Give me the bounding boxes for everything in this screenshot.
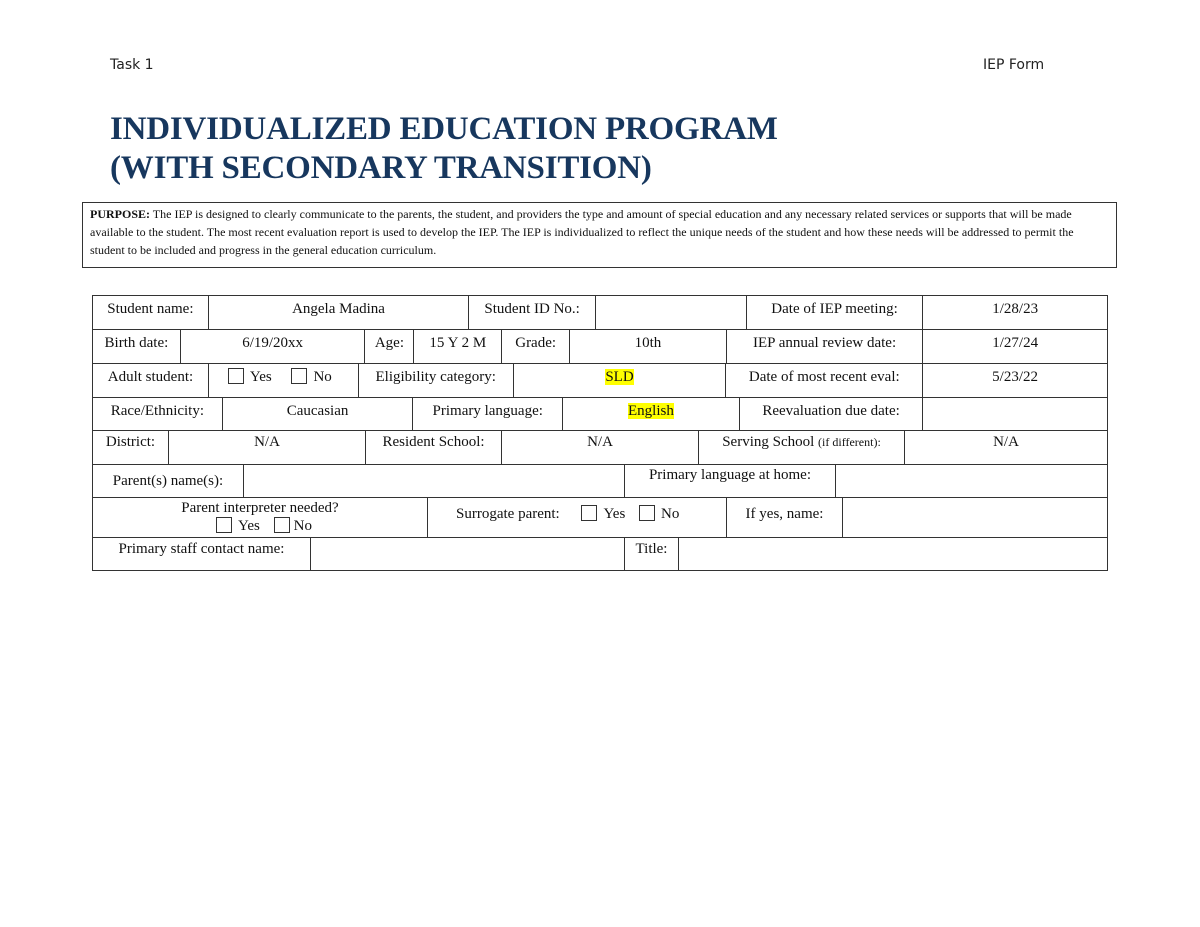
form-row-adult xyxy=(92,363,1108,397)
form-row-district xyxy=(92,430,1108,464)
annual-review-label: IEP annual review date: xyxy=(727,330,924,363)
header-right: IEP Form xyxy=(983,57,1045,73)
resident-school-label: Resident School: xyxy=(366,431,502,464)
reeval-label: Reevaluation due date: xyxy=(740,398,924,430)
student-name-label: Student name: xyxy=(93,296,209,329)
staff-contact-label: Primary staff contact name: xyxy=(93,538,311,570)
iep-meeting-label: Date of IEP meeting: xyxy=(747,296,924,329)
iep-meeting-field[interactable]: 1/28/23 xyxy=(992,301,1039,317)
serving-school-text: Serving School xyxy=(722,434,815,450)
district-label: District: xyxy=(93,431,169,464)
form-row-parents xyxy=(92,464,1108,497)
adult-student-label: Adult student: xyxy=(93,364,209,397)
recent-eval-field[interactable]: 5/23/22 xyxy=(992,369,1039,385)
eligibility-field[interactable] xyxy=(514,364,727,397)
form-row-race xyxy=(92,397,1108,430)
student-id-field[interactable] xyxy=(596,296,747,329)
interpreter-no-checkbox[interactable] xyxy=(274,517,290,533)
title-field[interactable] xyxy=(679,538,1107,570)
parent-names-label: Parent(s) name(s): xyxy=(93,465,244,497)
purpose-label: PURPOSE: xyxy=(90,207,150,221)
serving-school-note: (if different): xyxy=(818,435,881,449)
primary-language-field[interactable] xyxy=(563,398,740,430)
surrogate-no-label: No xyxy=(661,506,680,522)
form-row-interpreter xyxy=(92,497,1108,537)
age-field[interactable]: 15 Y 2 M xyxy=(414,330,502,363)
surrogate-no-checkbox[interactable] xyxy=(639,505,655,521)
race-field[interactable]: Caucasian xyxy=(223,398,414,430)
birth-date-field[interactable]: 6/19/20xx xyxy=(181,330,366,363)
surrogate-cell xyxy=(428,498,727,537)
student-name-field[interactable]: Angela Madina xyxy=(209,296,469,329)
recent-eval-label: Date of most recent eval: xyxy=(726,364,923,397)
interpreter-yes-label: Yes xyxy=(238,518,260,534)
form-row-birth xyxy=(92,329,1108,363)
district-field[interactable]: N/A xyxy=(169,431,366,464)
if-yes-field[interactable] xyxy=(843,498,1107,537)
adult-student-no-checkbox[interactable] xyxy=(291,368,307,384)
birth-date-label: Birth date: xyxy=(93,330,181,363)
form-row-staff xyxy=(92,537,1108,571)
parent-names-field[interactable] xyxy=(244,465,625,497)
annual-review-field[interactable]: 1/27/24 xyxy=(992,335,1039,351)
title-line-2: (WITH SECONDARY TRANSITION) xyxy=(110,150,652,186)
surrogate-label: Surrogate parent: xyxy=(456,506,560,522)
staff-contact-field[interactable] xyxy=(311,538,625,570)
serving-school-field[interactable]: N/A xyxy=(993,434,1019,450)
primary-language-value: English xyxy=(627,403,674,419)
header-left: Task 1 xyxy=(110,57,154,73)
student-id-label: Student ID No.: xyxy=(469,296,596,329)
form-row-student xyxy=(92,295,1108,329)
home-language-field[interactable] xyxy=(836,465,1107,497)
purpose-box xyxy=(82,202,1117,268)
purpose-text: The IEP is designed to clearly communicate to the parents, the student, and providers the type and amount of special education and any necessary related services or supports that will be made available to the student. The most recent evaluation report is used to develop the IEP. The IEP is individualized to reflect the unique needs of the student and how these needs will be addressed to permit the student to be included and progress in the general education curriculum. xyxy=(90,207,1074,257)
grade-field[interactable]: 10th xyxy=(570,330,727,363)
grade-label: Grade: xyxy=(502,330,570,363)
adult-student-no-label: No xyxy=(313,369,332,385)
eligibility-label: Eligibility category: xyxy=(359,364,514,397)
age-label: Age: xyxy=(365,330,414,363)
serving-school-label xyxy=(699,431,905,464)
if-yes-label: If yes, name: xyxy=(727,498,843,537)
adult-student-yes-label: Yes xyxy=(249,369,272,385)
interpreter-no-label: No xyxy=(293,518,312,534)
interpreter-yes-checkbox[interactable] xyxy=(216,517,232,533)
title-label: Title: xyxy=(625,538,679,570)
home-language-label: Primary language at home: xyxy=(625,465,836,497)
eligibility-value: SLD xyxy=(605,369,634,385)
interpreter-label: Parent interpreter needed? xyxy=(181,500,339,516)
reeval-field[interactable] xyxy=(923,398,1107,430)
resident-school-field[interactable]: N/A xyxy=(502,431,699,464)
surrogate-yes-label: Yes xyxy=(603,506,626,522)
surrogate-yes-checkbox[interactable] xyxy=(581,505,597,521)
page-title xyxy=(110,110,778,188)
title-line-1: INDIVIDUALIZED EDUCATION PROGRAM xyxy=(110,111,778,147)
adult-student-yes-checkbox[interactable] xyxy=(228,368,244,384)
race-label: Race/Ethnicity: xyxy=(93,398,223,430)
adult-student-options xyxy=(209,364,359,397)
primary-language-label: Primary language: xyxy=(413,398,563,430)
interpreter-cell xyxy=(93,498,428,537)
